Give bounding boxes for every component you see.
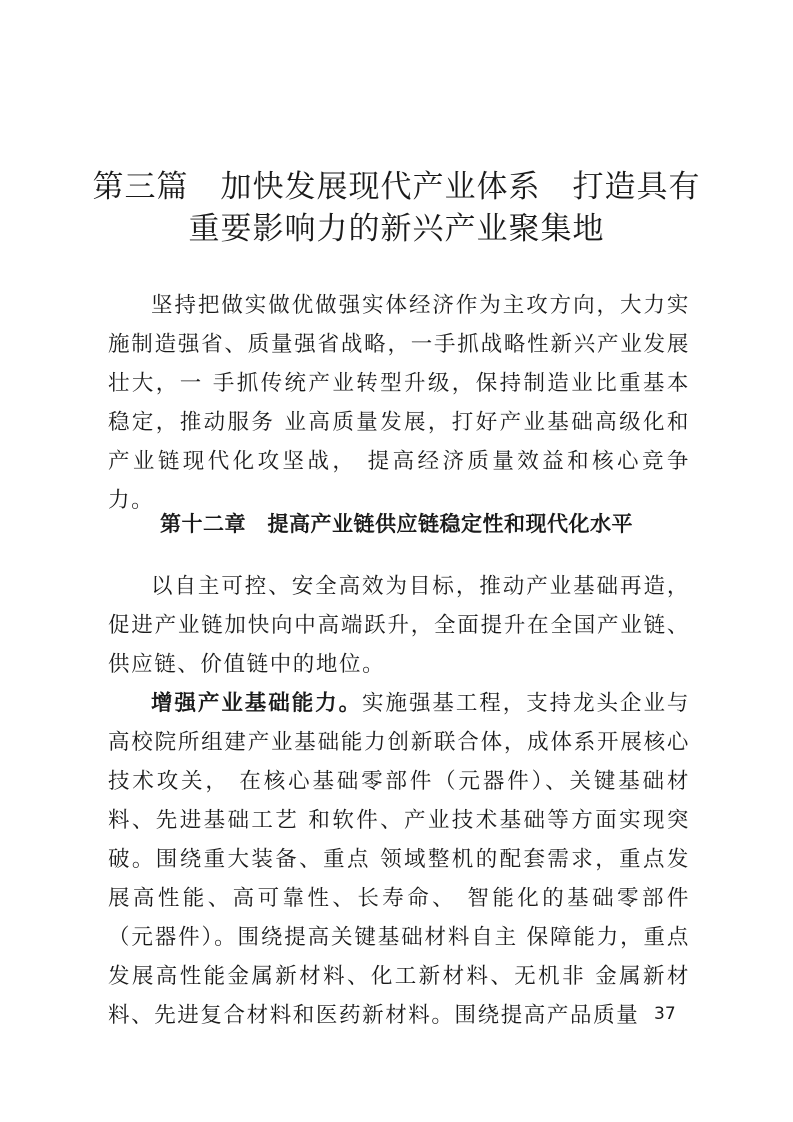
intro-paragraph: 坚持把做实做优做强实体经济作为主攻方向，大力实施制造强省、质量强省战略，一手抓战略性新兴产业发展壮大，一 手抓传统产业转型升级，保持制造业比重基本稳定，推动服务 业高质量发展，打好产业基础高级化和产业链现代化攻坚战， 提高经济质量效益和核心竞争力。 [108,293,690,513]
section-paragraph [108,684,690,1035]
section-lead-heading: 增强产业基础能力。 [151,691,363,716]
section-body-text: 实施强基工程，支持龙头企业与高校院所组建产业基础能力创新联合体，成体系开展核心技术攻关， 在核心基础零部件（元器件）、关键基础材料、先进基础工艺 和软件、产业技术基础等方面实现突破。围绕重大装备、重点 领域整机的配套需求，重点发展高性能、高可靠性、长寿命、 智能化的基础零部件（元器件）。围绕提高关键基础材料自主 保障能力，重点发展高性能金属新材料、化工新材料、无机非 金属新材料、先进复合材料和医药新材料。围绕提高产品质量 [108,691,690,1028]
chapter-title: 第十二章 提高产业链供应链稳定性和现代化水平 [160,512,633,536]
part-title-line-1: 第三篇 加快发展现代产业体系 打造具有 [92,169,701,205]
part-title [60,166,733,250]
chapter-intro-paragraph: 以自主可控、安全高效为目标，推动产业基础再造，促进产业链加快向中高端跃升，全面提升在全国产业链、供应链、价值链中的地位。 [108,574,690,677]
page-number: 37 [654,1004,676,1024]
part-title-line-2: 重要影响力的新兴产业聚集地 [188,211,605,247]
